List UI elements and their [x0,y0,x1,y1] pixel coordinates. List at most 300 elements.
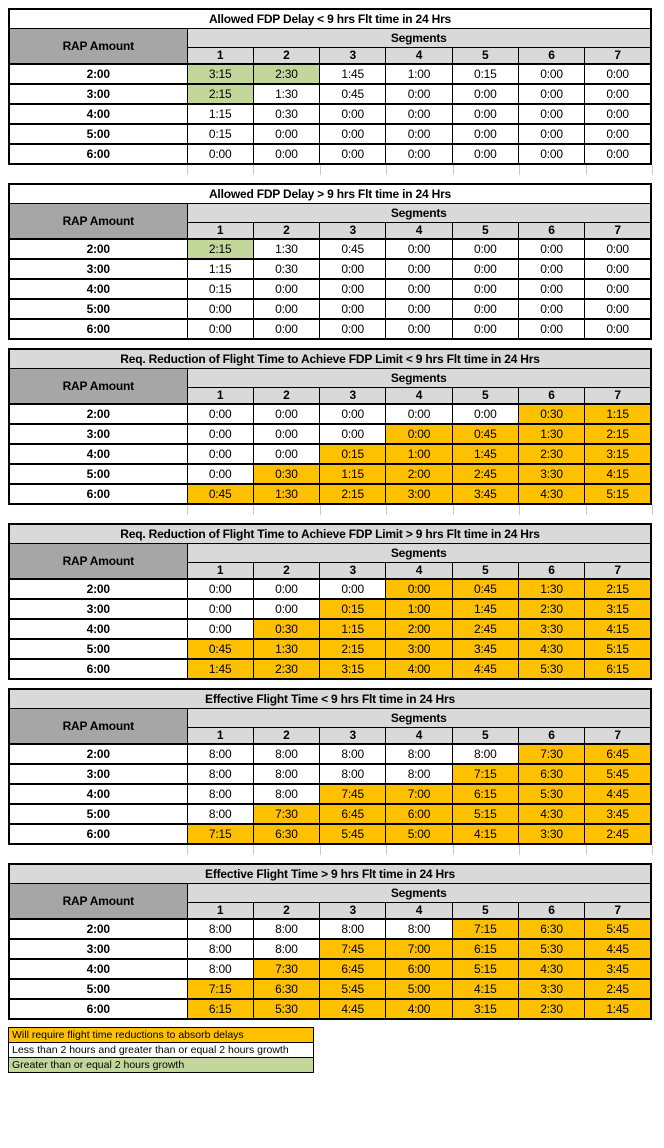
value-cell: 3:45 [585,804,651,824]
value-cell: 0:00 [253,599,319,619]
table-row [9,999,651,1019]
value-cell: 0:45 [320,239,386,259]
value-cell: 0:00 [585,279,651,299]
segment-number: 7 [585,48,651,65]
segment-number: 4 [386,563,452,580]
value-cell: 0:45 [320,84,386,104]
gridline-stub [586,845,652,855]
gridline-stub [187,845,253,855]
value-cell: 0:00 [585,259,651,279]
value-cell: 4:30 [518,639,584,659]
value-cell: 5:30 [518,784,584,804]
rap-amount-header: RAP Amount [9,544,187,580]
value-cell: 0:45 [452,579,518,599]
table-row [9,979,651,999]
value-cell: 7:45 [320,784,386,804]
value-cell: 0:00 [187,599,253,619]
value-cell: 8:00 [187,764,253,784]
gridline-stub [320,505,386,515]
segment-number: 3 [320,728,386,745]
value-cell: 0:00 [320,404,386,424]
value-cell: 4:00 [386,659,452,679]
value-cell: 5:45 [585,919,651,939]
table-row [9,619,651,639]
value-cell: 0:00 [585,84,651,104]
rap-amount-header: RAP Amount [9,709,187,745]
value-cell: 3:30 [518,619,584,639]
gridline-stub [386,845,452,855]
value-cell: 0:00 [320,104,386,124]
gridline-stub [253,845,319,855]
table-title: Effective Flight Time < 9 hrs Flt time in 24 Hrs [9,689,651,709]
value-cell: 0:00 [452,319,518,339]
gridline-stub [386,165,452,175]
segments-header: Segments [187,204,651,223]
value-cell: 2:30 [518,444,584,464]
value-cell: 2:15 [320,639,386,659]
gridline-stub [8,845,187,855]
value-cell: 0:00 [320,124,386,144]
table-row [9,824,651,844]
rap-amount-cell: 6:00 [9,824,187,844]
segment-number: 4 [386,903,452,920]
table-row [9,64,651,84]
legend-label-white: Less than 2 hours and greater than or equal 2 hours growth [12,1044,289,1056]
value-cell: 0:00 [253,319,319,339]
value-cell: 1:30 [253,239,319,259]
value-cell: 1:45 [320,64,386,84]
value-cell: 8:00 [187,919,253,939]
rap-amount-cell: 2:00 [9,64,187,84]
segment-number: 4 [386,223,452,240]
value-cell: 0:00 [187,579,253,599]
value-cell: 4:30 [518,959,584,979]
value-cell: 2:45 [452,619,518,639]
value-cell: 2:15 [585,579,651,599]
table-section-allowed-fdp-delay-lt-9 [8,8,664,175]
value-cell: 6:15 [585,659,651,679]
value-cell: 1:15 [187,104,253,124]
value-cell: 8:00 [320,919,386,939]
value-cell: 1:30 [518,579,584,599]
rap-amount-header: RAP Amount [9,29,187,65]
value-cell: 0:00 [187,444,253,464]
value-cell: 0:00 [518,144,584,164]
value-cell: 3:15 [585,444,651,464]
value-cell: 0:00 [518,239,584,259]
legend-label-green: Greater than or equal 2 hours growth [12,1059,185,1071]
segment-number: 4 [386,48,452,65]
value-cell: 2:45 [452,464,518,484]
value-cell: 7:45 [320,939,386,959]
segment-number: 6 [518,728,584,745]
table-row [9,484,651,504]
rap-amount-header: RAP Amount [9,204,187,240]
value-cell: 0:30 [253,104,319,124]
value-cell: 2:30 [518,999,584,1019]
value-cell: 1:15 [320,619,386,639]
gridline-stub [586,505,652,515]
value-cell: 4:00 [386,999,452,1019]
segment-number: 5 [452,48,518,65]
table-row [9,784,651,804]
value-cell: 0:00 [518,124,584,144]
rap-amount-cell: 2:00 [9,744,187,764]
value-cell: 4:30 [518,804,584,824]
value-cell: 0:00 [187,619,253,639]
value-cell: 0:00 [386,299,452,319]
table-title: Effective Flight Time > 9 hrs Flt time in 24 Hrs [9,864,651,884]
value-cell: 4:45 [585,784,651,804]
gridline-stub [8,505,187,515]
value-cell: 7:15 [452,764,518,784]
segment-number: 7 [585,728,651,745]
value-cell: 6:45 [320,959,386,979]
value-cell: 0:00 [585,144,651,164]
rap-amount-cell: 5:00 [9,124,187,144]
value-cell: 0:00 [187,144,253,164]
value-cell: 3:30 [518,824,584,844]
value-cell: 1:00 [386,599,452,619]
segment-number: 2 [253,728,319,745]
segment-number: 7 [585,563,651,580]
value-cell: 5:45 [320,824,386,844]
value-cell: 5:45 [320,979,386,999]
value-cell: 0:00 [386,239,452,259]
value-cell: 1:45 [452,444,518,464]
value-cell: 6:00 [386,959,452,979]
value-cell: 2:15 [320,484,386,504]
value-cell: 5:00 [386,979,452,999]
gridline-stub [253,505,319,515]
segment-number: 3 [320,223,386,240]
table-row [9,84,651,104]
value-cell: 1:15 [585,404,651,424]
table-row [9,959,651,979]
segment-number: 2 [253,903,319,920]
rap-amount-cell: 2:00 [9,919,187,939]
table-req-reduction-lt-9 [8,348,652,505]
segment-number: 3 [320,563,386,580]
table-effective-flight-time-gt-9 [8,863,652,1020]
value-cell: 1:30 [253,639,319,659]
segment-number: 2 [253,388,319,405]
value-cell: 0:00 [320,144,386,164]
value-cell: 0:00 [452,279,518,299]
segment-number: 4 [386,388,452,405]
value-cell: 0:00 [386,279,452,299]
value-cell: 0:00 [585,239,651,259]
value-cell: 3:15 [585,599,651,619]
legend-label-orange: Will require flight time reductions to absorb delays [12,1029,244,1041]
segment-number: 1 [187,388,253,405]
value-cell: 3:45 [452,639,518,659]
segment-number: 5 [452,728,518,745]
value-cell: 5:30 [518,939,584,959]
segment-number: 7 [585,388,651,405]
value-cell: 0:45 [452,424,518,444]
value-cell: 0:00 [518,84,584,104]
value-cell: 1:45 [187,659,253,679]
value-cell: 8:00 [253,939,319,959]
value-cell: 8:00 [187,804,253,824]
rap-amount-cell: 5:00 [9,299,187,319]
legend-item-green [8,1057,314,1073]
gridline-stub-row [8,505,653,515]
value-cell: 0:00 [187,404,253,424]
rap-amount-cell: 5:00 [9,464,187,484]
value-cell: 8:00 [253,764,319,784]
value-cell: 0:15 [320,444,386,464]
value-cell: 6:30 [253,979,319,999]
value-cell: 0:00 [518,64,584,84]
table-allowed-fdp-delay-lt-9 [8,8,652,165]
gridline-stub [320,845,386,855]
rap-amount-cell: 6:00 [9,484,187,504]
value-cell: 8:00 [187,744,253,764]
rap-amount-cell: 3:00 [9,424,187,444]
segments-header: Segments [187,884,651,903]
gridline-stub [453,165,519,175]
gridline-stub [586,165,652,175]
table-section-req-reduction-gt-9 [8,523,664,680]
value-cell: 7:15 [187,824,253,844]
value-cell: 0:00 [452,84,518,104]
gridline-stub [187,165,253,175]
value-cell: 1:45 [585,999,651,1019]
value-cell: 2:00 [386,619,452,639]
rap-amount-header: RAP Amount [9,369,187,405]
value-cell: 5:30 [253,999,319,1019]
value-cell: 1:00 [386,64,452,84]
value-cell: 0:00 [585,124,651,144]
value-cell: 0:00 [253,124,319,144]
value-cell: 0:45 [187,639,253,659]
value-cell: 0:00 [187,424,253,444]
rap-amount-cell: 4:00 [9,104,187,124]
value-cell: 6:30 [518,764,584,784]
value-cell: 2:45 [585,824,651,844]
value-cell: 3:45 [452,484,518,504]
value-cell: 1:30 [253,484,319,504]
segments-header: Segments [187,544,651,563]
value-cell: 5:45 [585,764,651,784]
table-row [9,259,651,279]
value-cell: 0:00 [585,319,651,339]
segment-number: 1 [187,563,253,580]
value-cell: 0:30 [253,619,319,639]
table-row [9,424,651,444]
value-cell: 0:00 [386,404,452,424]
segment-number: 6 [518,563,584,580]
value-cell: 3:15 [452,999,518,1019]
value-cell: 5:00 [386,824,452,844]
segment-number: 1 [187,48,253,65]
segment-number: 1 [187,903,253,920]
value-cell: 0:00 [320,319,386,339]
rap-amount-cell: 3:00 [9,764,187,784]
value-cell: 7:30 [253,959,319,979]
rap-amount-cell: 5:00 [9,804,187,824]
value-cell: 0:30 [253,464,319,484]
rap-amount-cell: 2:00 [9,404,187,424]
value-cell: 0:00 [386,144,452,164]
value-cell: 6:30 [253,824,319,844]
value-cell: 2:15 [187,84,253,104]
value-cell: 0:00 [585,64,651,84]
value-cell: 0:00 [253,279,319,299]
table-row [9,804,651,824]
rap-amount-cell: 6:00 [9,144,187,164]
rap-amount-cell: 4:00 [9,784,187,804]
value-cell: 0:00 [320,579,386,599]
segments-header: Segments [187,709,651,728]
table-row [9,279,651,299]
value-cell: 0:00 [518,299,584,319]
gridline-stub [386,505,452,515]
legend-item-orange [8,1027,314,1043]
value-cell: 3:15 [187,64,253,84]
value-cell: 1:30 [518,424,584,444]
rap-amount-cell: 4:00 [9,619,187,639]
value-cell: 8:00 [386,919,452,939]
value-cell: 0:00 [386,104,452,124]
value-cell: 0:00 [452,259,518,279]
value-cell: 8:00 [187,959,253,979]
table-row [9,124,651,144]
value-cell: 0:00 [452,104,518,124]
value-cell: 0:00 [253,299,319,319]
value-cell: 0:00 [320,259,386,279]
value-cell: 4:15 [585,619,651,639]
value-cell: 0:30 [253,259,319,279]
value-cell: 3:15 [320,659,386,679]
value-cell: 0:00 [518,279,584,299]
value-cell: 0:00 [585,299,651,319]
table-row [9,939,651,959]
table-title: Allowed FDP Delay > 9 hrs Flt time in 24 Hrs [9,184,651,204]
gridline-stub [453,505,519,515]
value-cell: 8:00 [386,764,452,784]
value-cell: 5:30 [518,659,584,679]
segment-number: 6 [518,48,584,65]
table-section-effective-flight-time-lt-9 [8,688,664,855]
value-cell: 8:00 [386,744,452,764]
segments-header: Segments [187,29,651,48]
value-cell: 0:00 [452,404,518,424]
rap-amount-cell: 4:00 [9,444,187,464]
table-section-effective-flight-time-gt-9 [8,863,664,1020]
value-cell: 2:30 [518,599,584,619]
table-row [9,299,651,319]
rap-amount-cell: 3:00 [9,939,187,959]
segment-number: 4 [386,728,452,745]
value-cell: 0:00 [585,104,651,124]
gridline-stub [8,165,187,175]
table-req-reduction-gt-9 [8,523,652,680]
value-cell: 2:00 [386,464,452,484]
value-cell: 7:15 [187,979,253,999]
value-cell: 0:00 [518,259,584,279]
legend-item-white [8,1042,314,1058]
table-section-allowed-fdp-delay-gt-9 [8,183,664,340]
rap-amount-header: RAP Amount [9,884,187,920]
segments-header: Segments [187,369,651,388]
value-cell: 6:30 [518,919,584,939]
gridline-stub [187,505,253,515]
value-cell: 0:00 [187,319,253,339]
value-cell: 2:45 [585,979,651,999]
value-cell: 3:30 [518,979,584,999]
value-cell: 4:45 [585,939,651,959]
gridline-stub [320,165,386,175]
value-cell: 8:00 [187,939,253,959]
value-cell: 1:00 [386,444,452,464]
value-cell: 7:00 [386,784,452,804]
value-cell: 0:00 [386,319,452,339]
value-cell: 0:45 [187,484,253,504]
value-cell: 8:00 [253,784,319,804]
tables-container [8,8,664,1020]
value-cell: 0:15 [187,279,253,299]
gridline-stub [253,165,319,175]
value-cell: 0:00 [518,104,584,124]
rap-amount-cell: 3:00 [9,259,187,279]
segment-number: 6 [518,388,584,405]
rap-amount-cell: 6:00 [9,659,187,679]
table-allowed-fdp-delay-gt-9 [8,183,652,340]
value-cell: 2:30 [253,64,319,84]
table-row [9,144,651,164]
segment-number: 6 [518,903,584,920]
value-cell: 6:15 [452,939,518,959]
legend [8,1027,314,1073]
table-row [9,319,651,339]
segment-number: 2 [253,223,319,240]
table-row [9,599,651,619]
table-title: Req. Reduction of Flight Time to Achieve FDP Limit > 9 hrs Flt time in 24 Hrs [9,524,651,544]
table-row [9,744,651,764]
segment-number: 1 [187,223,253,240]
rap-amount-cell: 3:00 [9,84,187,104]
value-cell: 3:00 [386,484,452,504]
segment-number: 5 [452,223,518,240]
table-title: Allowed FDP Delay < 9 hrs Flt time in 24 Hrs [9,9,651,29]
gridline-stub-row [8,165,653,175]
segment-number: 5 [452,388,518,405]
value-cell: 0:00 [187,299,253,319]
value-cell: 6:00 [386,804,452,824]
value-cell: 2:30 [253,659,319,679]
gridline-stub [519,845,585,855]
value-cell: 4:45 [452,659,518,679]
value-cell: 0:00 [386,579,452,599]
rap-amount-cell: 6:00 [9,999,187,1019]
value-cell: 8:00 [253,919,319,939]
segment-number: 5 [452,563,518,580]
value-cell: 0:30 [518,404,584,424]
value-cell: 7:15 [452,919,518,939]
value-cell: 8:00 [253,744,319,764]
gridline-stub [519,165,585,175]
value-cell: 3:00 [386,639,452,659]
table-row [9,764,651,784]
value-cell: 2:15 [187,239,253,259]
value-cell: 0:00 [518,319,584,339]
value-cell: 5:15 [585,639,651,659]
value-cell: 8:00 [320,764,386,784]
rap-amount-cell: 4:00 [9,959,187,979]
